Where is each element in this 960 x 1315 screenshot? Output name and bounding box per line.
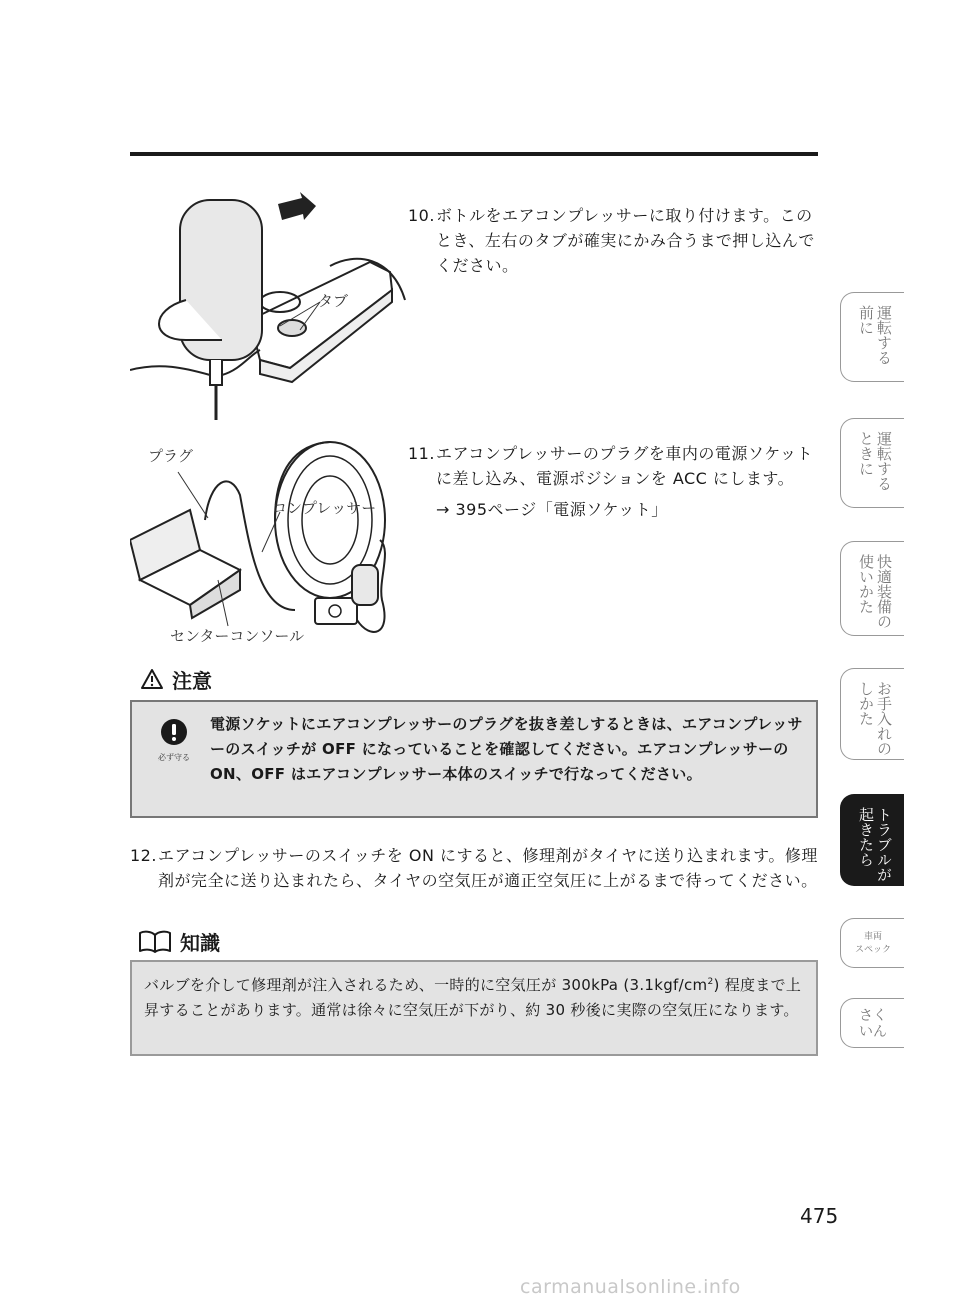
compressor-plug-illustration xyxy=(130,440,400,650)
open-book-icon xyxy=(138,929,172,953)
must-follow-label: 必ず守る xyxy=(158,753,190,762)
bottle-compressor-illustration xyxy=(130,190,410,420)
caution-box xyxy=(130,700,818,818)
label-plug: プラグ xyxy=(148,447,194,465)
step-text: エアコンプレッサーのスイッチを ON にすると、修理剤がタイヤに送り込まれます。修理剤が完全に送り込まれたら、タイヤの空気圧が適正空気圧に上がるまで待ってください。 xyxy=(158,846,818,890)
step-11 xyxy=(408,441,820,522)
knowledge-heading xyxy=(138,926,220,956)
label-compressor: コンプレッサー xyxy=(272,499,377,517)
tab-while-driving[interactable]: 運転する ときに xyxy=(840,418,904,508)
step-10 xyxy=(408,203,820,278)
caution-title: 注意 xyxy=(172,668,212,693)
must-follow-badge xyxy=(154,718,194,763)
tab-index[interactable]: さく いん xyxy=(840,998,904,1048)
watermark: carmanualsonline.info xyxy=(520,1276,741,1298)
step-number: 10. xyxy=(408,206,435,225)
page-reference: → 395ページ「電源ソケット」 xyxy=(436,500,668,519)
step-number: 11. xyxy=(408,444,435,463)
step-text: エアコンプレッサーのプラグを車内の電源ソケットに差し込み、電源ポジションを ACC にします。 xyxy=(436,444,813,488)
caution-text: 電源ソケットにエアコンプレッサーのプラグを抜き差しするときは、エアコンプレッサーのスイッチが OFF になっていることを確認してください。エアコンプレッサーの ON、OFF はエアコンプレッサー本体のスイッチで行なってください。 xyxy=(210,715,803,783)
page-number: 475 xyxy=(800,1204,839,1228)
tab-comfort-features[interactable]: 快適装備の 使いかた xyxy=(840,541,904,636)
label-center-console: センターコンソール xyxy=(170,627,305,645)
step-text: ボトルをエアコンプレッサーに取り付けます。このとき、左右のタブが確実にかみ合うまで押し込んでください。 xyxy=(436,206,815,275)
knowledge-box xyxy=(130,960,818,1056)
tab-vehicle-specs[interactable]: 車両 スペック xyxy=(840,918,904,968)
header-rule xyxy=(130,152,818,156)
tab-before-driving[interactable]: 運転する 前に xyxy=(840,292,904,382)
knowledge-title: 知識 xyxy=(180,930,220,955)
caution-heading xyxy=(140,664,212,694)
tab-troubleshooting[interactable]: トラブルが 起きたら xyxy=(840,794,904,886)
step-12 xyxy=(130,843,820,893)
exclamation-circle-icon xyxy=(160,718,188,746)
knowledge-text: バルブを介して修理剤が注入されるため、一時的に空気圧が 300kPa $(3.1kgf/cm^2)$ 程度まで上昇することがあります。通常は徐々に空気圧が下がり、約 30 秒後に実際の空気圧になります。 xyxy=(144,976,802,1019)
label-tab: タブ xyxy=(318,292,349,310)
warning-triangle-icon xyxy=(140,668,164,690)
step-number: 12. xyxy=(130,846,157,865)
tab-maintenance[interactable]: お手入れの しかた xyxy=(840,668,904,760)
